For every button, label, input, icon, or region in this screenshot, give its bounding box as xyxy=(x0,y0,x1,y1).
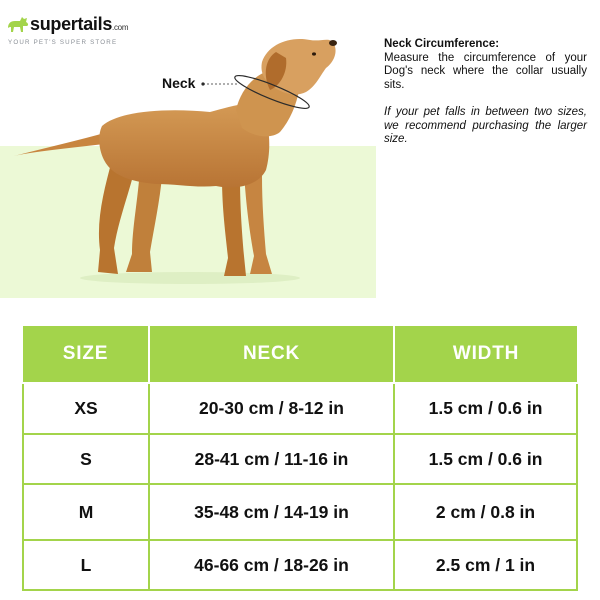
cell-size: XS xyxy=(23,383,149,434)
cell-neck: 20-30 cm / 8-12 in xyxy=(149,383,394,434)
cell-size: M xyxy=(23,484,149,540)
cell-neck: 46-66 cm / 18-26 in xyxy=(149,540,394,590)
cell-width: 2 cm / 0.8 in xyxy=(394,484,577,540)
table-row xyxy=(23,484,577,540)
brand-domain-suffix: .com xyxy=(112,23,129,32)
cell-neck: 35-48 cm / 14-19 in xyxy=(149,484,394,540)
header-size: SIZE xyxy=(23,326,149,383)
brand-tagline: YOUR PET'S SUPER STORE xyxy=(8,39,118,46)
header-neck: NECK xyxy=(149,326,394,383)
cell-size: S xyxy=(23,434,149,484)
cell-size: L xyxy=(23,540,149,590)
table-row xyxy=(23,540,577,590)
header-width: WIDTH xyxy=(394,326,577,383)
cell-width: 2.5 cm / 1 in xyxy=(394,540,577,590)
info-panel xyxy=(384,38,587,147)
table-row xyxy=(23,434,577,484)
cell-width: 1.5 cm / 0.6 in xyxy=(394,434,577,484)
table-header-row xyxy=(23,326,577,383)
dog-illustration xyxy=(0,30,376,290)
table-row xyxy=(23,383,577,434)
size-chart-table xyxy=(22,326,578,591)
brand-name: supertails xyxy=(30,14,113,34)
info-description: Measure the circumference of your Dog's neck where the collar usually sits. xyxy=(384,51,587,91)
cell-width: 1.5 cm / 0.6 in xyxy=(394,383,577,434)
info-title: Neck Circumference: xyxy=(384,38,500,50)
info-note: If your pet falls in between two sizes, we recommend purchasing the larger size. xyxy=(384,106,587,145)
neck-label: Neck xyxy=(162,75,196,91)
cell-neck: 28-41 cm / 11-16 in xyxy=(149,434,394,484)
